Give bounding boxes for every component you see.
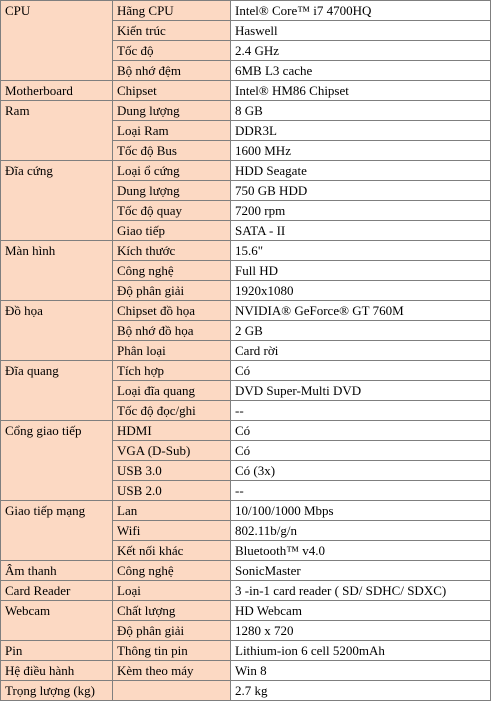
attribute-cell: Chất lượng: [113, 601, 231, 621]
attribute-cell: Tốc độ Bus: [113, 141, 231, 161]
attribute-cell: VGA (D-Sub): [113, 441, 231, 461]
value-cell: Haswell: [231, 21, 491, 41]
attribute-cell: Loại Ram: [113, 121, 231, 141]
attribute-cell: Độ phân giải: [113, 281, 231, 301]
value-cell: 10/100/1000 Mbps: [231, 501, 491, 521]
attribute-cell: Kết nối khác: [113, 541, 231, 561]
category-cell: Pin: [1, 641, 113, 661]
attribute-cell: Chipset: [113, 81, 231, 101]
attribute-cell: Hãng CPU: [113, 1, 231, 21]
attribute-cell: Dung lượng: [113, 101, 231, 121]
attribute-cell: Bộ nhớ đồ họa: [113, 321, 231, 341]
value-cell: --: [231, 481, 491, 501]
value-cell: Intel® Core™ i7 4700HQ: [231, 1, 491, 21]
table-row: [1, 1, 491, 21]
value-cell: Bluetooth™ v4.0: [231, 541, 491, 561]
value-cell: 2.4 GHz: [231, 41, 491, 61]
value-cell: Có: [231, 421, 491, 441]
attribute-cell: HDMI: [113, 421, 231, 441]
table-row: [1, 101, 491, 121]
attribute-cell: Dung lượng: [113, 181, 231, 201]
value-cell: HDD Seagate: [231, 161, 491, 181]
category-cell: Trọng lượng (kg): [1, 681, 113, 701]
attribute-cell: USB 3.0: [113, 461, 231, 481]
table-row: [1, 301, 491, 321]
attribute-cell: Thông tin pin: [113, 641, 231, 661]
value-cell: Có: [231, 361, 491, 381]
table-row: [1, 241, 491, 261]
attribute-cell: Tốc độ đọc/ghi: [113, 401, 231, 421]
specs-table-body: [1, 1, 491, 701]
value-cell: 2.7 kg: [231, 681, 491, 701]
category-cell: Đĩa cứng: [1, 161, 113, 241]
category-cell: Ram: [1, 101, 113, 161]
attribute-cell: USB 2.0: [113, 481, 231, 501]
category-cell: Webcam: [1, 601, 113, 641]
attribute-cell: Lan: [113, 501, 231, 521]
category-cell: CPU: [1, 1, 113, 81]
table-row: [1, 81, 491, 101]
value-cell: 2 GB: [231, 321, 491, 341]
attribute-cell: Công nghệ: [113, 561, 231, 581]
category-cell: Đồ họa: [1, 301, 113, 361]
attribute-cell: Kèm theo máy: [113, 661, 231, 681]
category-cell: Màn hình: [1, 241, 113, 301]
value-cell: Có (3x): [231, 461, 491, 481]
value-cell: 802.11b/g/n: [231, 521, 491, 541]
attribute-cell: Loại đĩa quang: [113, 381, 231, 401]
value-cell: 3 -in-1 card reader ( SD/ SDHC/ SDXC): [231, 581, 491, 601]
table-row: [1, 361, 491, 381]
value-cell: Có: [231, 441, 491, 461]
value-cell: 7200 rpm: [231, 201, 491, 221]
table-row: [1, 581, 491, 601]
table-row: [1, 561, 491, 581]
table-row: [1, 681, 491, 701]
attribute-cell: Phân loại: [113, 341, 231, 361]
attribute-cell: Kiến trúc: [113, 21, 231, 41]
value-cell: --: [231, 401, 491, 421]
category-cell: Giao tiếp mạng: [1, 501, 113, 561]
value-cell: Full HD: [231, 261, 491, 281]
value-cell: DDR3L: [231, 121, 491, 141]
table-row: [1, 161, 491, 181]
category-cell: Motherboard: [1, 81, 113, 101]
value-cell: 6MB L3 cache: [231, 61, 491, 81]
attribute-cell: Tốc độ: [113, 41, 231, 61]
value-cell: Win 8: [231, 661, 491, 681]
attribute-cell: Công nghệ: [113, 261, 231, 281]
table-row: [1, 601, 491, 621]
value-cell: DVD Super-Multi DVD: [231, 381, 491, 401]
category-cell: Đĩa quang: [1, 361, 113, 421]
category-cell: Hệ điều hành: [1, 661, 113, 681]
attribute-cell: Độ phân giải: [113, 621, 231, 641]
attribute-cell: Loại: [113, 581, 231, 601]
attribute-cell: Tích hợp: [113, 361, 231, 381]
value-cell: 1600 MHz: [231, 141, 491, 161]
value-cell: Lithium-ion 6 cell 5200mAh: [231, 641, 491, 661]
table-row: [1, 661, 491, 681]
category-cell: Card Reader: [1, 581, 113, 601]
value-cell: HD Webcam: [231, 601, 491, 621]
table-row: [1, 641, 491, 661]
value-cell: 750 GB HDD: [231, 181, 491, 201]
attribute-cell: Chipset đồ họa: [113, 301, 231, 321]
value-cell: SATA - II: [231, 221, 491, 241]
attribute-cell: Wifi: [113, 521, 231, 541]
value-cell: 15.6": [231, 241, 491, 261]
attribute-cell: Kích thước: [113, 241, 231, 261]
attribute-cell: [113, 681, 231, 701]
category-cell: Âm thanh: [1, 561, 113, 581]
table-row: [1, 501, 491, 521]
attribute-cell: Bộ nhớ đệm: [113, 61, 231, 81]
attribute-cell: Giao tiếp: [113, 221, 231, 241]
value-cell: SonicMaster: [231, 561, 491, 581]
value-cell: 1920x1080: [231, 281, 491, 301]
value-cell: 1280 x 720: [231, 621, 491, 641]
value-cell: Card rời: [231, 341, 491, 361]
value-cell: Intel® HM86 Chipset: [231, 81, 491, 101]
table-row: [1, 421, 491, 441]
value-cell: NVIDIA® GeForce® GT 760M: [231, 301, 491, 321]
value-cell: 8 GB: [231, 101, 491, 121]
attribute-cell: Tốc độ quay: [113, 201, 231, 221]
category-cell: Cổng giao tiếp: [1, 421, 113, 501]
attribute-cell: Loại ổ cứng: [113, 161, 231, 181]
